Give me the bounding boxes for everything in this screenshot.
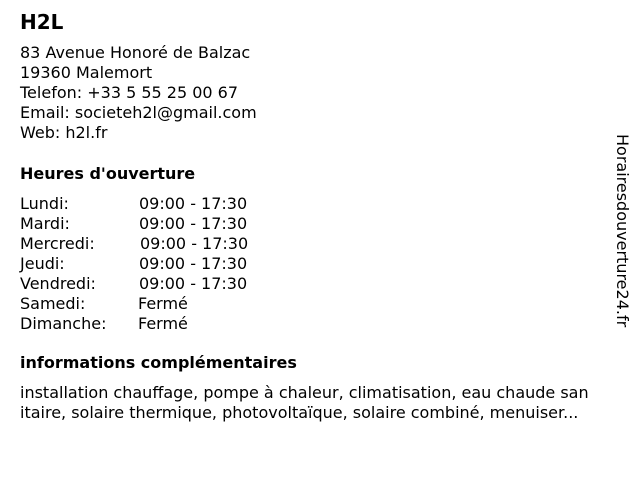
opening-hours-heading: Heures d'ouverture xyxy=(20,164,196,183)
time-value: 09:00 - 17:30 xyxy=(139,214,248,233)
day-label: Dimanche: xyxy=(20,314,107,333)
contact-block xyxy=(20,43,257,143)
email-address: Email: societeh2l@gmail.com xyxy=(20,103,257,122)
info-line: installation chauffage, pompe à chaleur, climatisation, eau chaude san xyxy=(20,383,589,402)
business-name: H2L xyxy=(20,10,64,34)
time-value: Fermé xyxy=(138,294,188,313)
address-city: 19360 Malemort xyxy=(20,63,153,82)
time-value: 09:00 - 17:30 xyxy=(139,274,248,293)
day-label: Lundi: xyxy=(20,194,69,213)
additional-info-text xyxy=(20,383,632,423)
time-value: Fermé xyxy=(138,314,188,333)
additional-info-heading: informations complémentaires xyxy=(20,353,297,372)
day-label: Jeudi: xyxy=(20,254,65,273)
time-value: 09:00 - 17:30 xyxy=(140,234,249,253)
time-value: 09:00 - 17:30 xyxy=(139,194,248,213)
address-street: 83 Avenue Honoré de Balzac xyxy=(20,43,251,62)
phone-number: Telefon: +33 5 55 25 00 67 xyxy=(20,83,239,102)
day-label: Mardi: xyxy=(20,214,70,233)
day-label: Vendredi: xyxy=(20,274,96,293)
time-value: 09:00 - 17:30 xyxy=(139,254,248,273)
day-label: Samedi: xyxy=(20,294,86,313)
website: Web: h2l.fr xyxy=(20,123,108,142)
info-line: itaire, solaire thermique, photovoltaïque, solaire combiné, menuiser... xyxy=(20,403,579,422)
site-watermark: Horairesdouverture24.fr xyxy=(613,134,632,328)
day-label: Mercredi: xyxy=(20,234,95,253)
